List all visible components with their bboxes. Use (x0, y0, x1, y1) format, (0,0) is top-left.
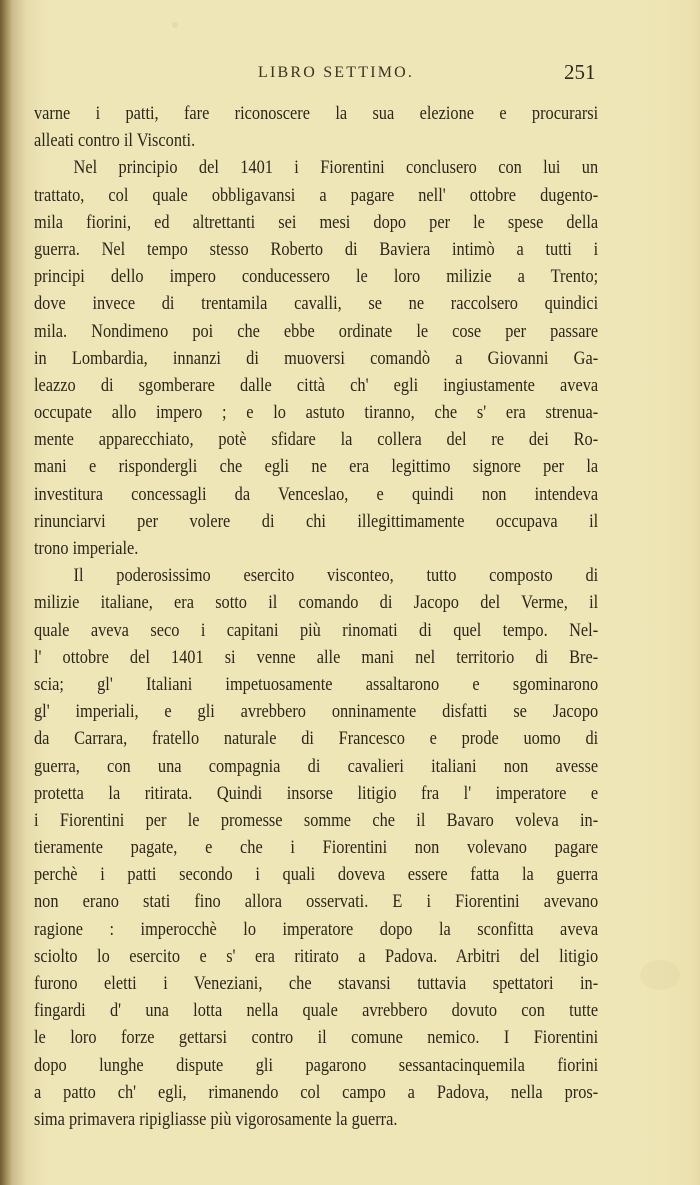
text-line: principi dello impero conducessero le loro milizie a Trento; (34, 266, 599, 288)
text-line: alleati contro il Visconti. (34, 130, 196, 152)
text-line: scia; gl' Italiani impetuosamente assaltarono e sgominarono (34, 673, 599, 695)
page-header (0, 60, 700, 90)
text-line: a patto ch' egli, rimanendo col campo a Padova, nella pros- (34, 1081, 599, 1103)
page-number: 251 (564, 60, 596, 84)
text-line: leazzo di sgomberare dalle città ch' egli ingiustamente aveva (34, 374, 599, 396)
text-line: Nel principio del 1401 i Fiorentini conclusero con lui un (73, 157, 599, 179)
text-line: mente apparecchiato, potè sfidare la collera del re dei Ro- (34, 429, 599, 451)
text-line: Il poderosissimo esercito visconteo, tutto composto di (73, 565, 599, 587)
text-line: l' ottobre del 1401 si venne alle mani nel territorio di Bre- (34, 646, 599, 668)
text-line: non erano stati fino allora osservati. E i Fiorentini avevano (34, 891, 599, 913)
text-line: sima primavera ripigliasse più vigorosamente la guerra. (34, 1108, 398, 1130)
text-line: tieramente pagate, e che i Fiorentini non volevano pagare (34, 837, 599, 859)
text-line: trattato, col quale obbligavansi a pagare nell' ottobre dugento- (34, 184, 599, 206)
text-line: protetta la ritirata. Quindi insorse litigio fra l' imperatore e (34, 782, 599, 804)
text-line: mila fiorini, ed altrettanti sei mesi dopo per le spese della (34, 211, 599, 233)
text-line: le loro forze gettarsi contro il comune nemico. I Fiorentini (34, 1027, 599, 1049)
text-line: dove invece di trentamila cavalli, se ne raccolsero quindici (34, 293, 599, 315)
text-line: rinunciarvi per volere di chi illegittimamente occupava il (34, 510, 599, 532)
text-line: furono eletti i Veneziani, che stavansi tuttavia spettatori in- (34, 973, 599, 994)
text-line: milizie italiane, era sotto il comando di Jacopo del Verme, il (34, 592, 599, 614)
text-line: investitura concessagli da Venceslao, e quindi non intendeva (34, 483, 599, 505)
text-line: i Fiorentini per le promesse somme che il Bavaro voleva in- (34, 809, 599, 831)
text-line: gl' imperiali, e gli avrebbero onninamente disfatti se Jacopo (34, 701, 599, 723)
text-line: quale aveva seco i capitani più rinomati di quel tempo. Nel- (34, 619, 599, 641)
text-line: perchè i patti secondo i quali doveva essere fatta la guerra (34, 864, 599, 886)
text-line: varne i patti, fare riconoscere la sua elezione e procurarsi (34, 103, 599, 124)
running-title: LIBRO SETTIMO. (258, 64, 415, 81)
text-line: fingardi d' una lotta nella quale avrebbero dovuto con tutte (34, 1000, 599, 1022)
text-line: sciolto lo esercito e s' era ritirato a Padova. Arbitri del litigio (34, 945, 599, 967)
text-line: in Lombardia, innanzi di muoversi comandò a Giovanni Ga- (34, 347, 599, 369)
text-line: da Carrara, fratello naturale di Francesco e prode uomo di (34, 728, 599, 750)
text-line: trono imperiale. (34, 538, 139, 559)
text-line: ragione : imperocchè lo imperatore dopo la sconfitta aveva (34, 918, 599, 940)
text-line: guerra, con una compagnia di cavalieri italiani non avesse (34, 755, 599, 777)
paper-stain (640, 960, 680, 990)
text-line: dopo lunghe dispute gli pagarono sessantacinquemila fiorini (34, 1054, 599, 1076)
text-line: occupate allo impero ; e lo astuto tiranno, che s' era strenua- (34, 402, 599, 424)
body-text (34, 100, 598, 1133)
paper-stain (172, 22, 178, 28)
text-line: mani e rispondergli che egli ne era legittimo signore per la (34, 456, 599, 478)
text-line: mila. Nondimeno poi che ebbe ordinate le cose per passare (34, 320, 599, 342)
text-line: guerra. Nel tempo stesso Roberto di Baviera intimò a tutti i (34, 238, 599, 260)
